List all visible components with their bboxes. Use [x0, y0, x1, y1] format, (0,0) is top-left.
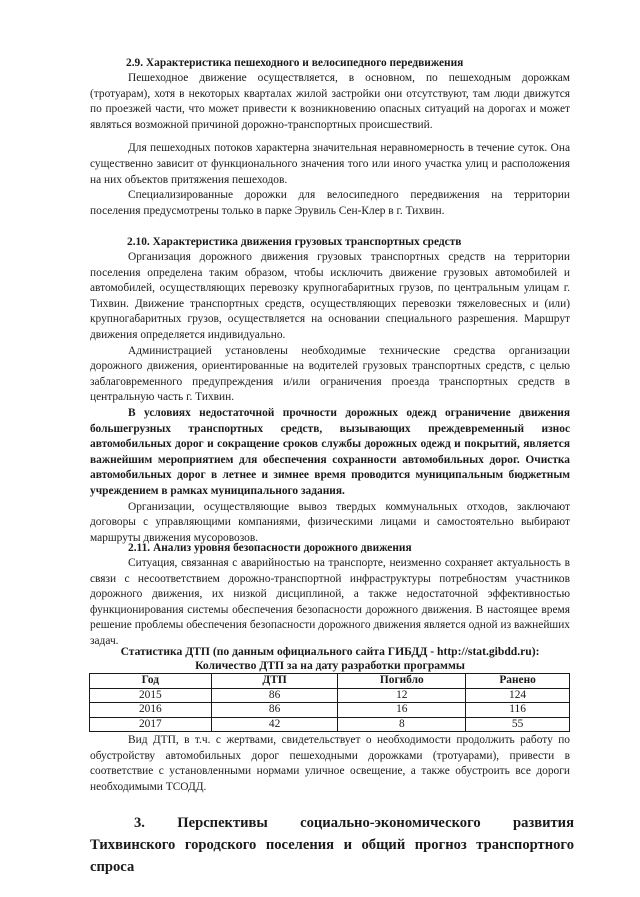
heading-2-9: 2.9. Характеристика пешеходного и велосипедного передвижения	[126, 57, 464, 69]
cell-died: 16	[338, 703, 466, 718]
cell-injured: 55	[466, 717, 570, 732]
stats-caption: Статистика ДТП (по данным официального сайта ГИБДД - http://stat.gibdd.ru):	[120, 645, 540, 658]
section-3-title: 3. Перспективы социально-экономического развития Тихвинского городского поселения и общий прогноз транспортного спроса	[90, 815, 574, 875]
cell-year: 2017	[90, 717, 212, 732]
section-2-10-body	[90, 250, 570, 546]
cell-year: 2015	[90, 688, 212, 703]
table-row	[90, 717, 570, 732]
table-header-row	[90, 674, 570, 689]
col-header-year: Год	[90, 674, 212, 689]
table-row	[90, 688, 570, 703]
cell-died: 12	[338, 688, 466, 703]
paragraph: Организации, осуществляющие вывоз твердых коммунальных отходов, заключают договоры с управляющими компаниями, физическими лицами и самостоятельно выбирают маршруты движения мусоровозов.	[90, 500, 570, 544]
paragraph: Организация дорожного движения грузовых транспортных средств на территории поселения определена таким образом, чтобы исключить движение грузовых автомобилей и автомобилей, осуществляющих перевозку крупногабаритных грузов, по центральным улицам г. Тихвин. Движение транспортных средств, осуществляющих перевозки тяжеловесных и (или) крупногабаритных грузов, осуществляется на основании специального разрешения. Маршрут движения определяется индивидуально.	[90, 251, 570, 341]
col-header-injured: Ранено	[466, 674, 570, 689]
cell-injured: 124	[466, 688, 570, 703]
paragraph: Пешеходное движение осуществляется, в основном, по пешеходным дорожкам (тротуарам), хотя в некоторых кварталах жилой застройки они отсутствуют, там люди движутся по проезжей части, что может привести к возникновению опасных ситуаций на дорогах и может являться возможной причиной дорожно-транспортных происшествий.	[90, 72, 570, 131]
cell-died: 8	[338, 717, 466, 732]
paragraph: Вид ДТП, в т.ч. с жертвами, свидетельствует о необходимости продолжить работу по обустройству автомобильных дорог пешеходными дорожками (тротуарами), привести в соответствие с установленными нормами уличное освещение, а также обустроить все дороги необходимыми ТСОДД.	[90, 734, 570, 793]
cell-dtp: 86	[211, 703, 338, 718]
section-3-heading	[90, 812, 574, 878]
table-row	[90, 703, 570, 718]
dtp-table	[89, 673, 570, 732]
paragraph: Специализированные дорожки для велосипедного передвижения на территории поселения предусмотрены только в парке Эрувиль Сен-Клер в г. Тихвин.	[90, 189, 570, 217]
paragraph: В условиях недостаточной прочности дорожных одежд ограничение движения большегрузных транспортных средств, вызывающих преждевременный износ автомобильных дорог и сокращение сроков службы дорожных одежд и покрытий, является важнейшим мероприятием для обеспечения сохранности автомобильных дорог. Очистка автомобильных дорог в летнее и зимнее время проводится муниципальным бюджетным учреждением в рамках муниципального задания.	[90, 406, 570, 497]
heading-2-10: 2.10. Характеристика движения грузовых транспортных средств	[127, 236, 462, 248]
section-2-11-body	[90, 556, 570, 650]
cell-dtp: 42	[211, 717, 338, 732]
paragraph: Администрацией установлены необходимые технические средства организации дорожного движения, ориентированные на водителей грузовых транспортных средств, с целью заблаговременного предупреждения и/или ограничения проезда транспортных средств в центральную часть г. Тихвин.	[90, 344, 570, 404]
after-table-body	[90, 733, 570, 795]
section-2-9-body	[90, 71, 570, 219]
cell-dtp: 86	[211, 688, 338, 703]
paragraph: Для пешеходных потоков характерна значительная неравномерность в течение суток. Она существенно зависит от функционального значения того или иного участка улиц и расположения на них объектов притяжения пешеходов.	[90, 142, 570, 186]
stats-subcaption: Количество ДТП за на дату разработки программы	[195, 659, 465, 672]
heading-2-11: 2.11. Анализ уровня безопасности дорожного движения	[128, 542, 412, 554]
col-header-dtp: ДТП	[211, 674, 338, 689]
col-header-died: Погибло	[338, 674, 466, 689]
paragraph: Ситуация, связанная с аварийностью на транспорте, неизменно сохраняет актуальность в связи с несоответствием дорожно-транспортной инфраструктуры потребностям участников дорожного движения, их низкой дисциплиной, а также недостаточной эффективностью функционирования системы обеспечения безопасности дорожного движения. В настоящее время решение проблемы обеспечения безопасности дорожного движения является одной из важнейших задач.	[90, 557, 570, 647]
cell-injured: 116	[466, 703, 570, 718]
cell-year: 2016	[90, 703, 212, 718]
